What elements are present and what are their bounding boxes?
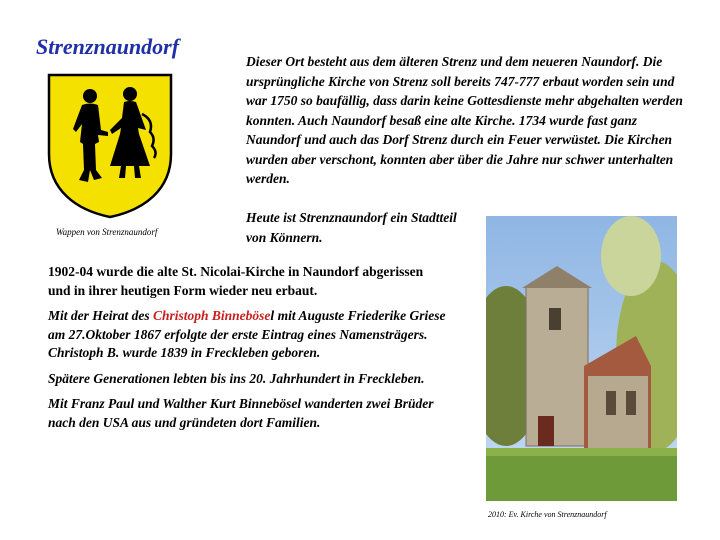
paragraph-rebuild: 1902-04 wurde die alte St. Nicolai-Kirche in Naundorf abgerissen und in ihrer heutigen Form wieder neu erbaut. xyxy=(48,264,424,298)
church-photo-caption: 2010: Ev. Kirche von Strenznaundorf xyxy=(488,510,607,519)
history-paragraphs xyxy=(48,263,448,439)
paragraph-generations: Spätere Generationen lebten bis ins 20. Jahrhundert in Freckleben. xyxy=(48,370,425,386)
marriage-text-after: mit Auguste Friederike Griese am 27.Oktober 1867 erfolgte der erste Eintrag eines Namensträgers. Christoph B. wurde 1839 in Freckleben geboren. xyxy=(48,308,446,360)
highlighted-name: Christoph Binneböse xyxy=(153,308,271,323)
intro-paragraph-2: Heute ist Strenznaundorf ein Stadtteil von Könnern. xyxy=(246,210,457,245)
page-title: Strenznaundorf xyxy=(36,34,180,59)
marriage-text-before: Mit der Heirat des xyxy=(48,308,153,323)
paragraph-emigration: Mit Franz Paul und Walther Kurt Binnebösel wanderten zwei Brüder nach den USA aus und gründeten dort Familien. xyxy=(48,396,434,430)
intro-paragraph: Dieser Ort besteht aus dem älteren Strenz und dem neueren Naundorf. Die ursprüngliche Kirche von Strenz soll bereits 747-777 erbaut worden sein und war 1750 so baufällig, dass darin keine Gottesdienste mehr abgehalten werden konnten. Auch Naundorf besaß eine alte Kirche. 1734 wurde fast ganz Naundorf und auch das Dorf Strenz durch ein Feuer verwüstet. Die Kirchen wurden aber verschont, konnten aber über die Jahre nur schwer unterhalten werden. xyxy=(246,54,683,186)
church-photo xyxy=(486,216,677,501)
marriage-text-mid: l xyxy=(270,308,275,323)
coat-of-arms-caption: Wappen von Strenznaundorf xyxy=(56,227,158,237)
coat-of-arms-image xyxy=(46,72,174,220)
paragraph-marriage xyxy=(48,307,448,363)
